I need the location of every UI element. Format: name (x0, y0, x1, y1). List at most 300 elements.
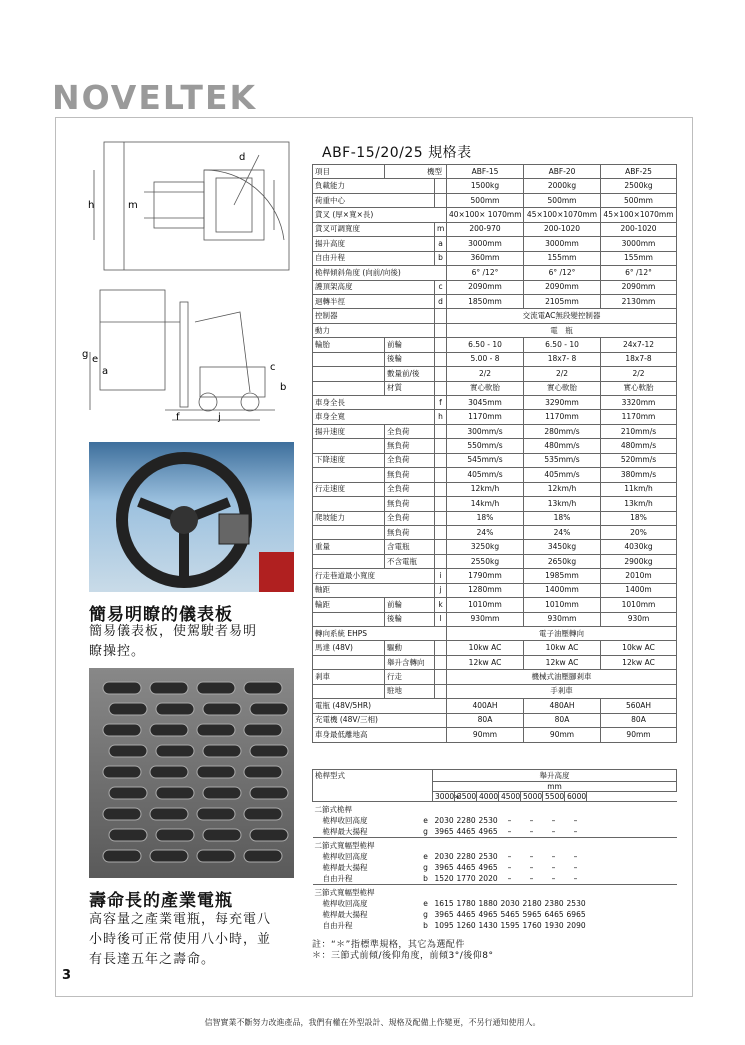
mast-row-code: g (423, 863, 428, 872)
mast-row-value: 2530 (566, 899, 586, 908)
spec-row-label: 馬達 (48V) (313, 641, 385, 655)
mast-height-header: 5000 (521, 792, 543, 802)
spec-row-value: 3000mm (601, 237, 677, 251)
spec-row (313, 612, 677, 626)
spec-row-value: 2090mm (447, 280, 524, 294)
spec-row-value: 1790mm (447, 569, 524, 583)
mast-row-label: 桅桿最大揚程 (322, 827, 368, 836)
spec-row-value: 1400mm (524, 583, 601, 597)
mast-row-label: 桅桿收回高度 (322, 816, 368, 825)
spec-row-label: 充電機 (48V/三相) (313, 713, 447, 727)
spec-row-label: 輪距 (313, 598, 385, 612)
spec-header-item: 項目 (313, 165, 385, 179)
spec-row-label (313, 655, 385, 669)
spec-row-sub: 後輪 (385, 612, 435, 626)
mast-row-label: 自由升程 (322, 874, 353, 883)
spec-header-row (313, 165, 677, 179)
spec-row-value: 3000mm (447, 237, 524, 251)
spec-row (313, 309, 677, 323)
spec-row-label: 轉向系統 EHPS (313, 627, 447, 641)
mast-row-value: 1595 (500, 921, 520, 930)
mast-row (313, 898, 677, 909)
battery-caption-line: 高容量之產業電瓶，每充電八 (89, 912, 272, 927)
spec-row-label (313, 684, 385, 698)
spec-row-value: 3000mm (524, 237, 601, 251)
spec-row-value: 155mm (524, 251, 601, 265)
spec-row-label: 動力 (313, 323, 435, 337)
spec-row-label (313, 497, 385, 511)
mast-row-value: – (573, 816, 578, 825)
spec-header-col: ABF-25 (601, 165, 677, 179)
spec-row-value: 12kw AC (524, 655, 601, 669)
spec-row-code (435, 367, 447, 381)
spec-row-label: 行走速度 (313, 482, 385, 496)
mast-group-row (313, 885, 677, 899)
mast-row-label: 桅桿最大揚程 (322, 863, 368, 872)
spec-row-label: 護頂架高度 (313, 280, 435, 294)
spec-row-value: 13km/h (524, 497, 601, 511)
spec-row-sub: 數量前/後 (385, 367, 435, 381)
mast-type-label: 桅桿型式 (313, 770, 433, 802)
spec-row-value: 405mm/s (524, 468, 601, 482)
mast-height-header: 3000∗ (433, 792, 455, 802)
spec-row-label (313, 352, 385, 366)
spec-row-span-value: 機械式油壓腳剎車 (447, 670, 677, 684)
spec-row (313, 699, 677, 713)
mast-row-code: e (423, 899, 428, 908)
spec-row-label (313, 381, 385, 395)
spec-row (313, 424, 677, 438)
brand-logo: NOVELTEK (52, 78, 258, 117)
spec-row-value: 2130mm (601, 294, 677, 308)
spec-row-value: 3250kg (447, 540, 524, 554)
mast-row-code: g (423, 827, 428, 836)
spec-row (313, 569, 677, 583)
spec-row-code (435, 511, 447, 525)
mast-row-code: e (423, 852, 428, 861)
mast-row-value: – (507, 852, 512, 861)
spec-row-value: 560AH (601, 699, 677, 713)
spec-row-label (313, 525, 385, 539)
mast-group-row (313, 802, 677, 816)
mast-row-value: – (507, 874, 512, 883)
spec-row-value: 200-1020 (601, 222, 677, 236)
spec-row-label (313, 367, 385, 381)
spec-row-value: 930m (601, 612, 677, 626)
mast-row-value: – (573, 852, 578, 861)
spec-row-label (313, 468, 385, 482)
spec-row-code (435, 497, 447, 511)
mast-row-value: – (551, 816, 556, 825)
page-number: 3 (62, 968, 72, 983)
spec-row-label: 揚升速度 (313, 424, 385, 438)
spec-row-label: 下降速度 (313, 453, 385, 467)
spec-row-sub: 材質 (385, 381, 435, 395)
spec-row-value: 6.50 - 10 (447, 338, 524, 352)
spec-row-value: 1500kg (447, 179, 524, 193)
mast-row-label: 桅桿收回高度 (322, 899, 368, 908)
spec-row-value: 1170mm (447, 410, 524, 424)
mast-row-value: – (551, 852, 556, 861)
spec-row-value: 930mm (524, 612, 601, 626)
mast-group-name: 二節式寬幅型桅桿 (313, 838, 677, 852)
spec-table (312, 164, 677, 743)
spec-row-value: 45×100×1070mm (601, 208, 677, 222)
mast-row-value: 1930 (544, 921, 564, 930)
mast-row-value: – (573, 863, 578, 872)
spec-row-value: 12kw AC (447, 655, 524, 669)
spec-row-value: 1170mm (601, 410, 677, 424)
spec-row-sub: 全負荷 (385, 453, 435, 467)
mast-height-header: 4500 (499, 792, 521, 802)
dashboard-caption-title: 簡易明瞭的儀表板 (89, 605, 233, 625)
spec-row-value: 3045mm (447, 396, 524, 410)
spec-row-value: 210mm/s (601, 424, 677, 438)
mast-row-label: 自由升程 (322, 921, 353, 930)
mast-row-value: 1760 (522, 921, 542, 930)
spec-row (313, 728, 677, 742)
mast-row-value: 2090 (566, 921, 586, 930)
mast-row-label: 桅桿最大揚程 (322, 910, 368, 919)
spec-row-label: 桅桿傾斜角度 (向前/向後) (313, 266, 447, 280)
spec-row-value: 3450kg (524, 540, 601, 554)
mast-spacer (587, 815, 677, 826)
spec-row-value: 90mm (447, 728, 524, 742)
spec-row (313, 323, 677, 337)
spec-row-code: m (435, 222, 447, 236)
spec-row-value: 545mm/s (447, 453, 524, 467)
spec-row-value: 13km/h (601, 497, 677, 511)
spec-row-code (435, 381, 447, 395)
spec-row-code: k (435, 598, 447, 612)
spec-row-value: 3320mm (601, 396, 677, 410)
spec-row-value: 80A (524, 713, 601, 727)
spec-row-value: 18x7-8 (601, 352, 677, 366)
spec-row-label: 車身全寬 (313, 410, 435, 424)
mast-row-value: 4465 (456, 910, 476, 919)
mast-row-value: – (573, 874, 578, 883)
mast-row-value: 4965 (478, 827, 498, 836)
dashboard-caption-line: 瞭操控。 (89, 644, 146, 659)
spec-row (313, 511, 677, 525)
spec-row-value: 2090mm (524, 280, 601, 294)
spec-header-col: ABF-15 (447, 165, 524, 179)
spec-row-value: 11km/h (601, 482, 677, 496)
spec-row-code (435, 525, 447, 539)
spec-row-label: 負載能力 (313, 179, 435, 193)
mast-row-value: 2020 (478, 874, 498, 883)
spec-row-code: a (435, 237, 447, 251)
spec-row-value: 10kw AC (524, 641, 601, 655)
note-line: ＊：三節式前傾/後仰角度，前傾3°/後仰8° (312, 951, 494, 961)
spec-row-value: 280mm/s (524, 424, 601, 438)
mast-row-value: 4965 (478, 863, 498, 872)
spec-row-value: 1850mm (447, 294, 524, 308)
spec-row-value: 1010mm (601, 598, 677, 612)
mast-height-header: 5500 (543, 792, 565, 802)
spec-row-label: 自由升程 (313, 251, 435, 265)
spec-row-value: 3290mm (524, 396, 601, 410)
spec-row-value: 535mm/s (524, 453, 601, 467)
spec-row-label: 電瓶 (48V/5HR) (313, 699, 447, 713)
spec-row (313, 222, 677, 236)
spec-row-value: 2105mm (524, 294, 601, 308)
spec-row-value: 80A (447, 713, 524, 727)
spec-row-value: 18% (601, 511, 677, 525)
mast-row-value: – (507, 827, 512, 836)
mast-row-value: 1880 (478, 899, 498, 908)
spec-row-value: 2000kg (524, 179, 601, 193)
spec-row (313, 670, 677, 684)
spec-row (313, 367, 677, 381)
spec-row (313, 583, 677, 597)
mast-row-code: e (423, 816, 428, 825)
spec-row-value: 930mm (447, 612, 524, 626)
spec-row-value: 6° /12° (524, 266, 601, 280)
dim-a-label: a (102, 366, 109, 377)
spec-row (313, 468, 677, 482)
spec-row-value: 2900kg (601, 554, 677, 568)
spec-row-value: 5.00 - 8 (447, 352, 524, 366)
spec-row-value: 360mm (447, 251, 524, 265)
spec-row-value: 18x7- 8 (524, 352, 601, 366)
spec-row (313, 655, 677, 669)
spec-row-value: 6.50 - 10 (524, 338, 601, 352)
spec-row-value: 2/2 (601, 367, 677, 381)
mast-table (312, 769, 677, 931)
spec-row-value: 380mm/s (601, 468, 677, 482)
mast-row-value: – (529, 852, 534, 861)
spec-row-value: 45×100×1070mm (524, 208, 601, 222)
spec-row-label (313, 439, 385, 453)
spec-row-label (313, 554, 385, 568)
mast-header-row (313, 770, 677, 782)
spec-row (313, 208, 677, 222)
spec-row-span-value: 交流電AC無段變控制器 (447, 309, 677, 323)
dim-j-label: j (218, 412, 221, 423)
dim-e-label: e (92, 354, 99, 365)
mast-spacer (587, 792, 677, 802)
mast-row-value: 4965 (478, 910, 498, 919)
dim-h-label: h (88, 200, 95, 211)
spec-row-sub: 全負荷 (385, 482, 435, 496)
mast-row-value: 5465 (500, 910, 520, 919)
spec-row-value: 200-970 (447, 222, 524, 236)
spec-row-code (435, 338, 447, 352)
spec-row-code (435, 323, 447, 337)
dashboard-caption-line: 簡易儀表板，使駕駛者易明 (89, 624, 258, 639)
spec-row-value: 1170mm (524, 410, 601, 424)
spec-row-code (435, 439, 447, 453)
spec-row-value: 2/2 (524, 367, 601, 381)
spec-row-value: 24% (524, 525, 601, 539)
note-line: 註：“＊”指標準規格，其它為選配件 (312, 940, 465, 950)
spec-row (313, 381, 677, 395)
mast-row-value: 1615 (434, 899, 454, 908)
spec-row-label: 控制器 (313, 309, 435, 323)
spec-row-value: 1400m (601, 583, 677, 597)
spec-row-code (435, 352, 447, 366)
spec-row-value: 2010m (601, 569, 677, 583)
spec-row-value: 80A (601, 713, 677, 727)
mast-spacer (587, 898, 677, 909)
mast-height-header: 3500 (455, 792, 477, 802)
spec-row-value: 405mm/s (447, 468, 524, 482)
battery-caption-line: 小時後可正常使用八小時，並 (89, 932, 272, 947)
spec-row-value: 200-1020 (524, 222, 601, 236)
mast-row-value: 1520 (434, 874, 454, 883)
mast-spacer (587, 920, 677, 931)
spec-row-code (435, 453, 447, 467)
spec-row-value: 實心軟胎 (524, 381, 601, 395)
spec-row (313, 294, 677, 308)
spec-row-code (435, 554, 447, 568)
spec-row-span-value: 電 瓶 (447, 323, 677, 337)
mast-row-value: 2530 (478, 816, 498, 825)
mast-row-value: 6465 (544, 910, 564, 919)
spec-row-sub: 駐地 (385, 684, 435, 698)
spec-row-value: 2650kg (524, 554, 601, 568)
battery-caption-body (89, 910, 294, 970)
spec-row (313, 540, 677, 554)
mast-row-value: – (507, 863, 512, 872)
mast-row (313, 920, 677, 931)
mast-group-row (313, 838, 677, 852)
spec-row-value: 實心軟胎 (447, 381, 524, 395)
mast-height-header: 6000 (565, 792, 587, 802)
spec-row-value: 480mm/s (601, 439, 677, 453)
spec-row-code: l (435, 612, 447, 626)
mast-unit-label: mm (433, 782, 677, 792)
mast-row-label: 桅桿收回高度 (322, 852, 368, 861)
spec-row-label: 車身最低離地高 (313, 728, 447, 742)
spec-row-value: 10kw AC (447, 641, 524, 655)
spec-row-label: 爬坡能力 (313, 511, 385, 525)
dashboard-photo (89, 442, 294, 592)
spec-row-sub: 無負荷 (385, 468, 435, 482)
spec-row-label: 行走巷道最小寬度 (313, 569, 435, 583)
spec-row-code: i (435, 569, 447, 583)
mast-row-value: 2180 (522, 899, 542, 908)
spec-row-sub: 行走 (385, 670, 435, 684)
dim-b-label: b (280, 382, 287, 393)
spec-row-label (313, 612, 385, 626)
dim-f-label: f (176, 412, 180, 423)
spec-row (313, 453, 677, 467)
spec-row-code (435, 424, 447, 438)
spec-row-code (435, 193, 447, 207)
mast-row (313, 909, 677, 920)
spec-row-span-value: 電子油壓轉向 (447, 627, 677, 641)
mast-row-value: 2030 (434, 816, 454, 825)
spec-row-value: 1280mm (447, 583, 524, 597)
spec-row-value: 12kw AC (601, 655, 677, 669)
mast-row-value: 5965 (522, 910, 542, 919)
notes (312, 940, 494, 962)
mast-row-value: 2030 (500, 899, 520, 908)
spec-row-value: 2500kg (601, 179, 677, 193)
spec-row-value: 90mm (524, 728, 601, 742)
mast-row-value: 2030 (434, 852, 454, 861)
spec-row-value: 90mm (601, 728, 677, 742)
spec-row-value: 6° /12° (447, 266, 524, 280)
spec-row-label: 剎車 (313, 670, 385, 684)
spec-row-label: 輪胎 (313, 338, 385, 352)
mast-group-name: 三節式寬幅型桅桿 (313, 885, 677, 899)
spec-row-span-value: 手剎車 (447, 684, 677, 698)
spec-row-value: 40×100× 1070mm (447, 208, 524, 222)
spec-row-value: 500mm (447, 193, 524, 207)
mast-row-value: – (529, 816, 534, 825)
spec-row-sub: 無負荷 (385, 525, 435, 539)
mast-row-value: 4465 (456, 827, 476, 836)
spec-row-sub: 含電瓶 (385, 540, 435, 554)
spec-row-value: 24% (447, 525, 524, 539)
spec-row (313, 251, 677, 265)
battery-caption-line: 有長達五年之壽命。 (89, 952, 216, 967)
spec-row (313, 352, 677, 366)
spec-row (313, 193, 677, 207)
spec-header-model: 機型 (385, 165, 447, 179)
mast-row-value: – (529, 863, 534, 872)
spec-row (313, 410, 677, 424)
mast-row-value: – (551, 827, 556, 836)
battery-caption-title: 壽命長的產業電瓶 (89, 891, 233, 911)
spec-row (313, 439, 677, 453)
mast-row-value: 2380 (544, 899, 564, 908)
spec-row-code (435, 641, 447, 655)
spec-row-value: 550mm/s (447, 439, 524, 453)
spec-row-value: 6° /12° (601, 266, 677, 280)
spec-row-label: 貨叉可調寬度 (313, 222, 435, 236)
mast-spacer (587, 851, 677, 862)
spec-row-sub: 無負荷 (385, 497, 435, 511)
spec-row (313, 554, 677, 568)
spec-row (313, 713, 677, 727)
spec-row (313, 684, 677, 698)
spec-row-code (435, 655, 447, 669)
mast-row-code: b (423, 874, 428, 883)
spec-row (313, 598, 677, 612)
spec-row-value: 480mm/s (524, 439, 601, 453)
spec-row-label: 車身全長 (313, 396, 435, 410)
spec-row-value: 1985mm (524, 569, 601, 583)
spec-row-sub: 全負荷 (385, 424, 435, 438)
spec-row-label: 重量 (313, 540, 385, 554)
spec-row (313, 497, 677, 511)
spec-row-sub: 無負荷 (385, 439, 435, 453)
mast-row-value: 1430 (478, 921, 498, 930)
spec-row (313, 525, 677, 539)
spec-row-code: c (435, 280, 447, 294)
dim-c-label: c (270, 362, 276, 373)
spec-row-value: 500mm (524, 193, 601, 207)
spec-row-code (435, 179, 447, 193)
spec-row-code: h (435, 410, 447, 424)
battery-photo (89, 668, 294, 878)
mast-row-value: 1095 (434, 921, 454, 930)
spec-row (313, 179, 677, 193)
dashboard-caption-body (89, 622, 294, 662)
dim-m-label: m (128, 200, 138, 211)
spec-row-code: d (435, 294, 447, 308)
spec-row-label: 貨叉 (厚×寬×長) (313, 208, 447, 222)
spec-row-value: 300mm/s (447, 424, 524, 438)
spec-row-sub: 不含電瓶 (385, 554, 435, 568)
spec-row-code: j (435, 583, 447, 597)
mast-row-value: 6965 (566, 910, 586, 919)
spec-row-value: 520mm/s (601, 453, 677, 467)
